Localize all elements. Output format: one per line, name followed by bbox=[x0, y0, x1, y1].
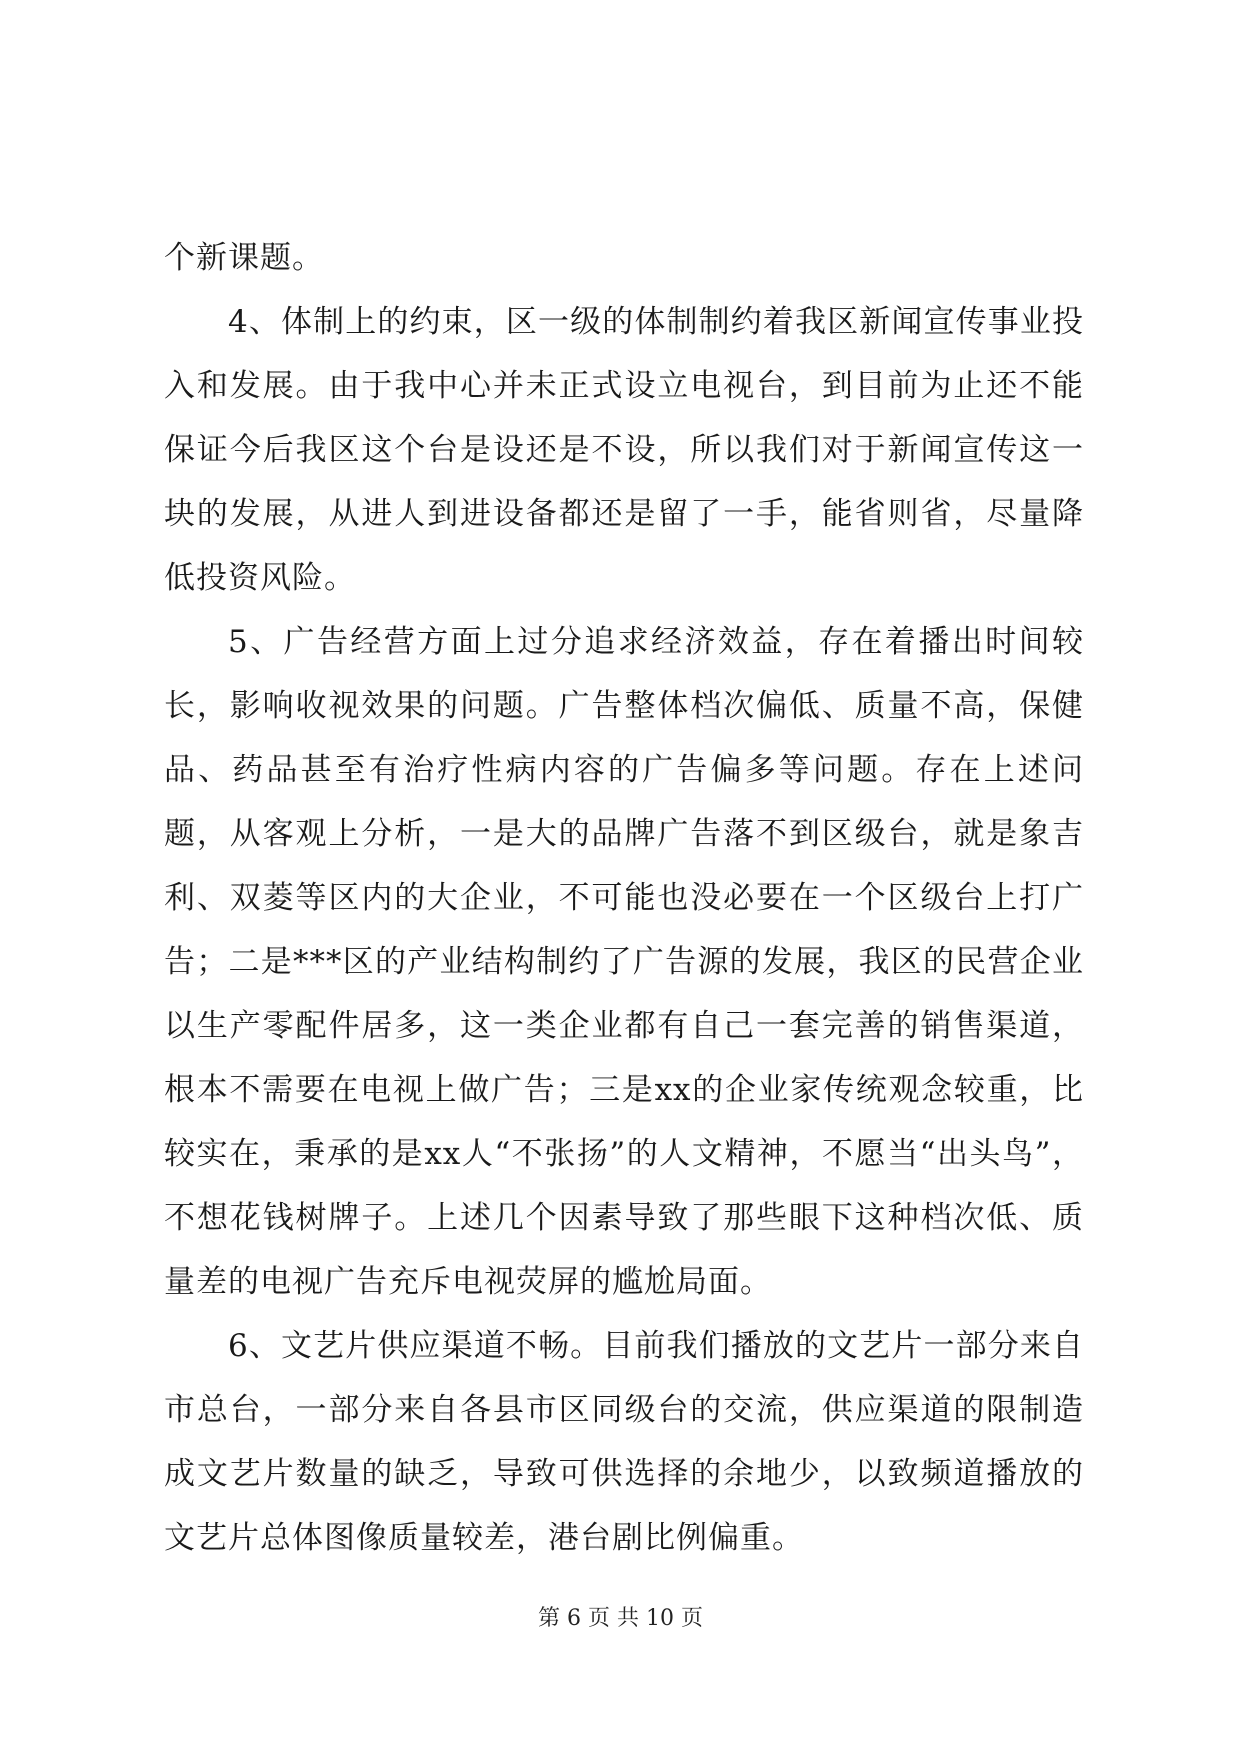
paragraph-item-4: 4、体制上的约束，区一级的体制制约着我区新闻宣传事业投入和发展。由于我中心并未正式设立电视台，到目前为止还不能保证今后我区这个台是设还是不设，所以我们对于新闻宣传这一块的发展，从进人到进设备都还是留了一手，能省则省，尽量降低投资风险。 bbox=[164, 304, 1084, 596]
page-number-footer: 第 6 页 共 10 页 bbox=[538, 1606, 703, 1631]
document-body bbox=[164, 226, 1084, 1570]
paragraph-item-5: 5、广告经营方面上过分追求经济效益，存在着播出时间较长，影响收视效果的问题。广告整体档次偏低、质量不高，保健品、药品甚至有治疗性病内容的广告偏多等问题。存在上述问题，从客观上分析，一是大的品牌广告落不到区级台，就是象吉利、双菱等区内的大企业，不可能也没必要在一个区级台上打广告；二是***区的产业结构制约了广告源的发展，我区的民营企业以生产零配件居多，这一类企业都有自己一套完善的销售渠道，根本不需要在电视上做广告；三是xx的企业家传统观念较重，比较实在，秉承的是xx人“不张扬”的人文精神，不愿当“出头鸟”，不想花钱树牌子。上述几个因素导致了那些眼下这种档次低、质量差的电视广告充斥电视荧屏的尴尬局面。 bbox=[164, 624, 1084, 1300]
paragraph-item-6: 6、文艺片供应渠道不畅。目前我们播放的文艺片一部分来自市总台，一部分来自各县市区同级台的交流，供应渠道的限制造成文艺片数量的缺乏，导致可供选择的余地少，以致频道播放的文艺片总体图像质量较差，港台剧比例偏重。 bbox=[164, 1328, 1084, 1556]
paragraph-continuation: 个新课题。 bbox=[164, 240, 324, 276]
